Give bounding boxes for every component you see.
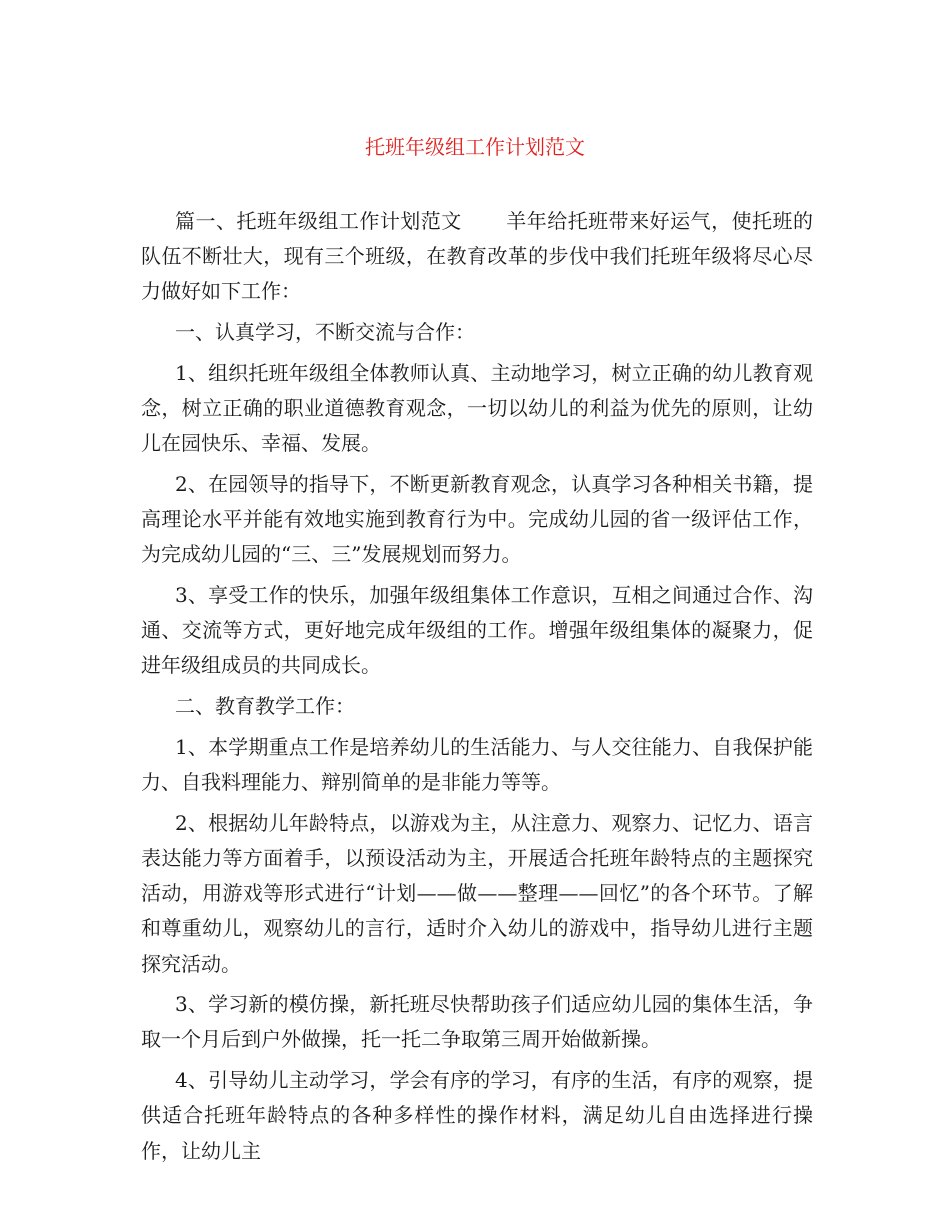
document-body [141,204,813,1169]
section-heading-1: 一、认真学习，不断交流与合作： [175,320,475,345]
paragraph: 1、本学期重点工作是培养幼儿的生活能力、与人交往能力、自我保护能力、自我料理能力、辩别简单的是非能力等等。 [141,734,813,795]
paragraph: 3、享受工作的快乐，加强年级组集体工作意识，互相之间通过合作、沟通、交流等方式，更好地完成年级组的工作。增强年级组集体的凝聚力，促进年级组成员的共同成长。 [141,583,813,678]
paragraph-intro [141,204,813,310]
paragraph-text: 羊年给托班带来好运气，使托班的队伍不断壮大，现有三个班级，在教育改革的步伐中我们托班年级将尽心尽力做好如下工作： [141,209,814,304]
paragraph-lead: 篇一、托班年级组工作计划范文 [175,209,462,233]
paragraph: 3、学习新的模仿操，新托班尽快帮助孩子们适应幼儿园的集体生活，争取一个月后到户外做操，托一托二争取第三周开始做新操。 [141,992,813,1052]
paragraph: 2、在园领导的指导下，不断更新教育观念，认真学习各种相关书籍，提高理论水平并能有效地实施到教育行为中。完成幼儿园的省一级评估工作，为完成幼儿园的“三、三”发展规划而努力。 [141,471,813,567]
document-title: 托班年级组工作计划范文 [365,135,585,159]
section-heading-2: 二、教育教学工作： [175,694,355,719]
paragraph: 2、根据幼儿年龄特点，以游戏为主，从注意力、观察力、记忆力、语言表达能力等方面着手，以预设活动为主，开展适合托班年龄特点的主题探究活动，用游戏等形式进行“计划——做——整理——回忆”的各个环节。了解和尊重幼儿，观察幼儿的言行，适时介入幼儿的游戏中，指导幼儿进行主题探究活动。 [141,810,813,976]
paragraph: 1、组织托班年级组全体教师认真、主动地学习，树立正确的幼儿教育观念，树立正确的职业道德教育观念，一切以幼儿的利益为优先的原则，让幼儿在园快乐、幸福、发展。 [141,360,813,456]
paragraph: 4、引导幼儿主动学习，学会有序的学习，有序的生活，有序的观察，提供适合托班年龄特点的各种多样性的操作材料，满足幼儿自由选择进行操作，让幼儿主 [141,1068,813,1163]
